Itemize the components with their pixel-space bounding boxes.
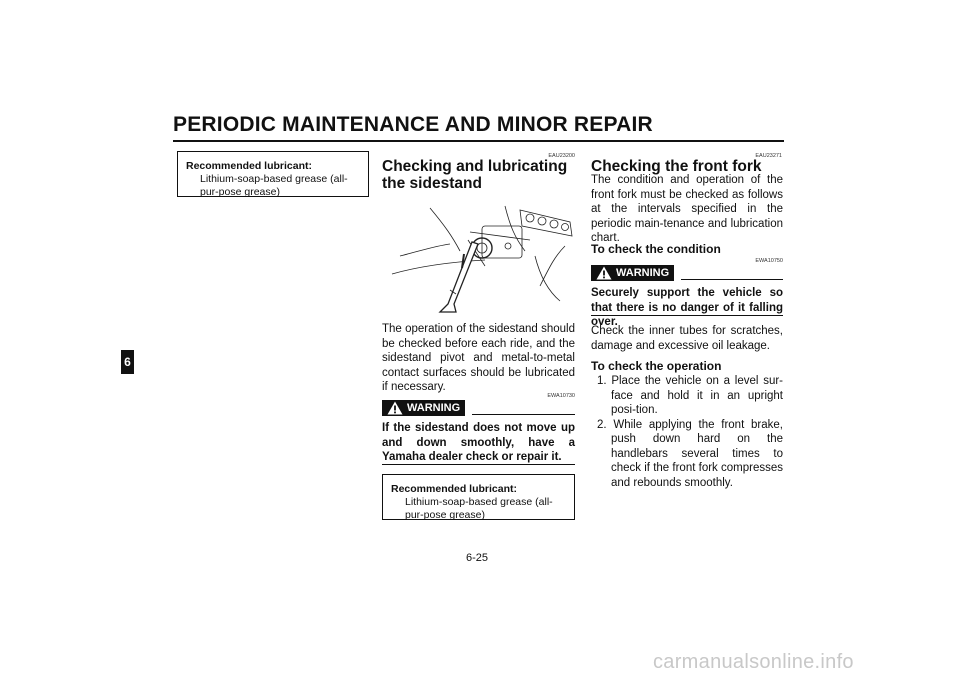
section-heading: Checking and lubricating the sidestand [382, 158, 568, 192]
section-heading: Checking the front fork [591, 158, 762, 175]
warning-triangle-icon [387, 401, 403, 415]
middle-lubricant-box [382, 474, 575, 520]
warning-badge [591, 265, 674, 281]
warning-end-rule [591, 315, 783, 316]
warning-code: EWA10730 [547, 393, 575, 399]
operation-steps [591, 374, 783, 490]
fork-paragraph: The condition and operation of the front fork must be checked as follows at the intervals specified in the periodic main-tenance and lubrication chart. [591, 174, 783, 244]
warning-banner [591, 265, 783, 281]
lubricant-title: Recommended lubricant: [391, 483, 518, 495]
header-rule [173, 140, 784, 142]
warning-text: Securely support the vehicle so that there is no danger of it falling over. [591, 287, 783, 328]
left-lubricant-box [177, 151, 369, 197]
watermark: carmanualsonline.info [653, 651, 854, 673]
warning-code: EWA10750 [755, 258, 783, 264]
warning-triangle-icon [596, 266, 612, 280]
sidestand-illustration [390, 196, 576, 316]
warning-end-rule [382, 464, 575, 465]
section-code: EAU23200 [548, 153, 575, 159]
list-item: 2. While applying the front brake, push down hard on the handlebars several times to check if the front fork compresses and rebounds smoothly. [597, 418, 783, 489]
sidestand-paragraph: The operation of the sidestand should be checked before each ride, and the sidestand pivot and metal-to-metal contact surfaces should be lubricated if necessary. [382, 323, 575, 393]
warning-label: WARNING [616, 267, 670, 279]
subheading-operation: To check the operation [591, 359, 722, 373]
fork-inspection-paragraph: Check the inner tubes for scratches, damage and excessive oil leakage. [591, 325, 783, 352]
subheading-condition: To check the condition [591, 242, 721, 256]
lubricant-title: Recommended lubricant: [186, 160, 313, 172]
warning-banner [382, 400, 575, 416]
warning-label: WARNING [407, 402, 461, 414]
warning-badge [382, 400, 465, 416]
warning-rule [472, 414, 575, 415]
warning-rule [681, 279, 783, 280]
page-header-title: PERIODIC MAINTENANCE AND MINOR REPAIR [173, 113, 653, 136]
section-code: EAU23271 [755, 153, 782, 159]
lubricant-value: Lithium-soap-based grease (all-pur-pose grease) [200, 173, 348, 198]
warning-text: If the sidestand does not move up and down smoothly, have a Yamaha dealer check or repair it. [382, 422, 575, 463]
page-number: 6-25 [466, 552, 489, 564]
lubricant-value: Lithium-soap-based grease (all-pur-pose grease) [405, 496, 553, 521]
sidestand-icon [390, 196, 576, 316]
list-item: 1. Place the vehicle on a level sur-face and hold it in an upright posi-tion. [597, 375, 783, 416]
chapter-tab: 6 [121, 350, 134, 374]
